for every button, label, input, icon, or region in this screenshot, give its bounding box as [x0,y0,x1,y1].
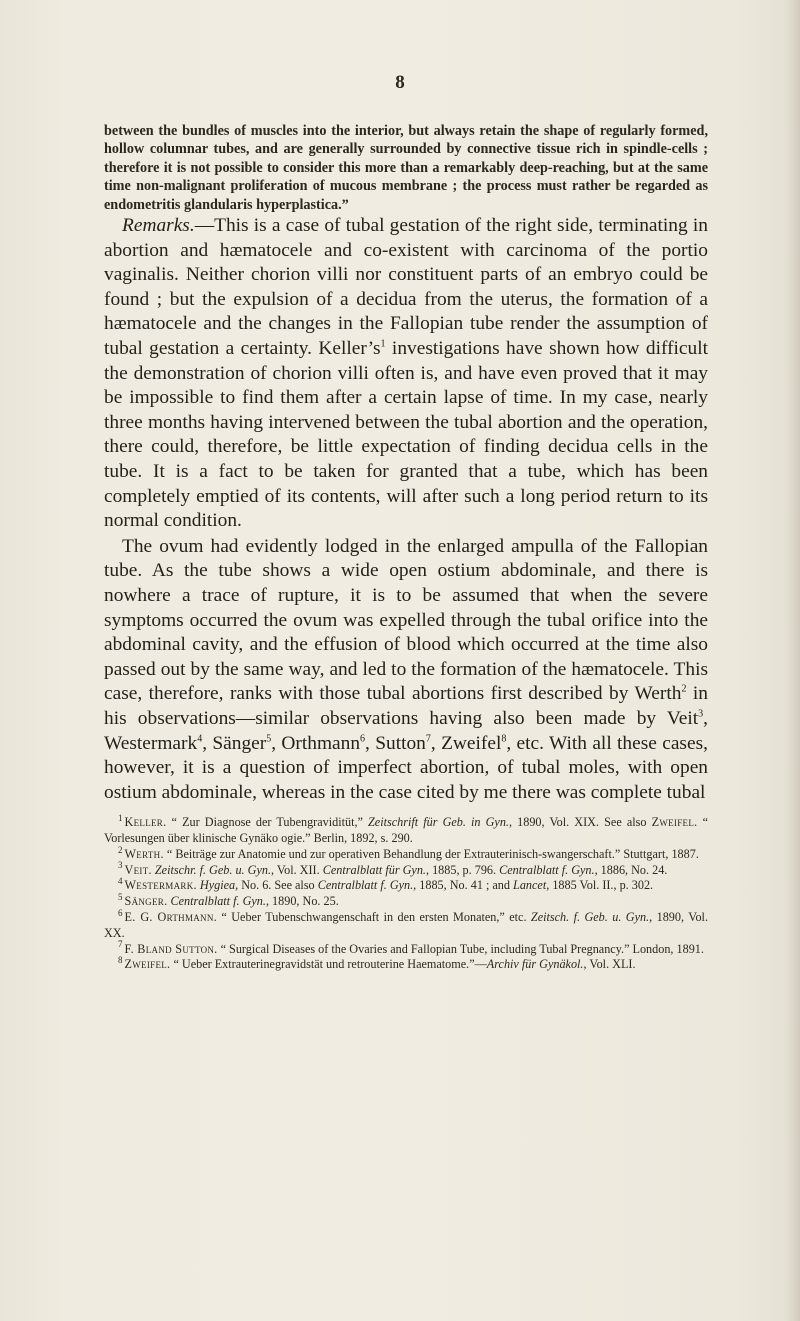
quoted-paragraph: between the bundles of muscles into the interior, but always retain the shape of regularly formed, hollow columnar tubes, and are generally surrounded by connective tissue rich in spindle-cells ; therefore it is not possible to consider this more than a remarkably deep-reaching, but at the same time non-malignant proliferation of mucous membrane ; the process must rather be regarded as endometritis glandularis hyperplastica.” [104,123,708,213]
remarks-paragraph [104,214,708,534]
ovum-text-g: , Zweifel [430,732,502,754]
footnote-ref-7[interactable]: 7 [425,733,431,745]
footnote-6: $^6$ E. G. Orthmann. “ Ueber Tubenschwangenschaft in den ersten Monaten,” etc. Zeitsch. f. Geb. u. Gyn., 1890, Vol. XX. [104,908,708,940]
footnote-2: $^2$ Werth. “ Beiträge zur Anatomie und zur operativen Behandlung der Extrauterinisch-swangerschaft.” Stuttgart, 1887. [118,844,699,861]
footnote-8: $^8$ Zweifel. “ Ueber Extrauterinegravidstät und retrouterine Haematome.”—Archiv für Gynäkol., Vol. XLI. [118,955,636,972]
footnotes [104,815,708,973]
remarks-label: Remarks. [122,215,195,237]
footnote-ref-3[interactable]: 3 [698,708,704,720]
ovum-text-b: in his observations—similar observations having also been made by Veit [104,683,708,729]
ovum-text-e: , Orthmann [271,732,361,754]
ovum-text-a: The ovum had evidently lodged in the enlarged ampulla of the Fallopian tube. As the tube shows a wide open ostium abdominale, and there is nowhere a trace of rupture, it is to be assumed that when the severe symptoms occurred the ovum was expelled through the tubal orifice into the abdominal cavity, and the effusion of blood which occurred at the time also passed out by the same way, and led to the formation of the hæmatocele. This case, therefore, ranks with those tubal abortions first described by Werth [104,535,708,705]
ovum-text-f: , Sutton [365,732,426,754]
ovum-text-h: , etc. With all these cases, however, it is a question of imperfect abortion, of tubal moles, with open ostium abdominale, whereas in the case cited by me there was complete tubal [104,732,708,803]
text-column [104,122,708,973]
remarks-dash: — [194,215,215,237]
remarks-text-2: investigations have shown how difficult the demonstration of chorion villi often is, and have even proved that it may be impossible to find them after a certain lapse of time. In my case, nearly three months having intervened between the tubal abortion and the operation, there could, therefore, be little expectation of finding decidua cells in the tube. It is a fact to be taken for granted that a tube, which has been completely emptied of its contents, will after such a long period return to its normal condition. [104,338,709,532]
ovum-text-d: , Sänger [202,732,267,754]
footnote-4: $^4$ Westermark. Hygiea, No. 6. See also Centralblatt f. Gyn., 1885, No. 41 ; and Lancet, 1885 Vol. II., p. 302. [118,876,654,893]
page-number: 8 [395,72,405,93]
footnote-ref-5[interactable]: 5 [266,733,272,745]
ovum-paragraph [104,535,708,806]
footnote-3: $^3$ Veit. Zeitschr. f. Geb. u. Gyn., Vol. XII. Centralblatt für Gyn., 1885, p. 796. Centralblatt f. Gyn., 1886, No. 24. [118,860,668,877]
footnote-5: $^5$ Sänger. Centralblatt f. Gyn., 1890, No. 25. [118,892,339,909]
footnote-1: $^1$ Keller. “ Zur Diagnose der Tubengraviditüt,” Zeitschrift für Geb. in Gyn., 1890, Vol. XIX. See also Zweifel. “ Vorlesungen über klinische Gynäko ogie.” Berlin, 1892, s. 290. [104,813,708,845]
remarks-text-1: This is a case of tubal gestation of the right side, terminating in abortion and hæmatocele and co-existent with carcinoma of the portio vaginalis. Neither chorion villi nor constituent parts of an embryo could be found ; but the expulsion of a decidua from the uterus, the formation of a hæmatocele and the changes in the Fallopian tube render the assumption of tubal gestation a certainty. Keller’s [104,215,708,359]
page-edge-shadow [786,0,800,1321]
footnote-7: $^7$ F. Bland Sutton. “ Surgical Diseases of the Ovaries and Fallopian Tube, including Tubal Pregnancy.” London, 1891. [118,939,704,956]
footnote-ref-6[interactable]: 6 [360,733,366,745]
ovum-text-c: , Westermark [104,707,708,754]
footnote-ref-4[interactable]: 4 [197,733,203,745]
footnote-ref-8[interactable]: 8 [501,733,507,745]
footnote-ref-2[interactable]: 2 [681,683,687,695]
footnote-ref-1[interactable]: 1 [380,338,386,350]
